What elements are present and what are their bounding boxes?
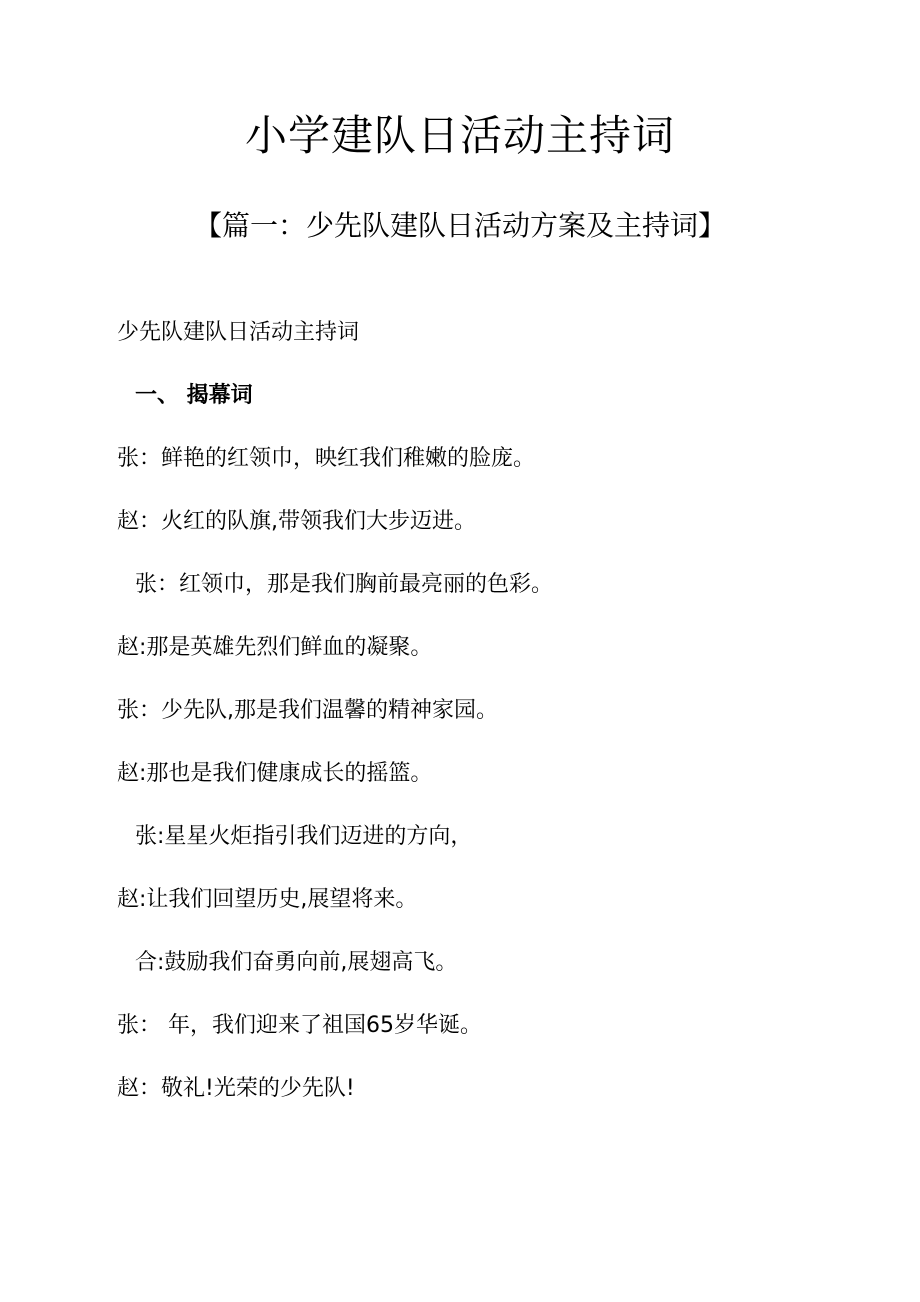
script-line: 张：少先队,那是我们温馨的精神家园。 bbox=[117, 698, 498, 723]
script-line: 张：红领巾，那是我们胸前最亮丽的色彩。 bbox=[135, 572, 554, 597]
script-line: 张:星星火炬指引我们迈进的方向， bbox=[135, 824, 473, 849]
script-line: 赵:那也是我们健康成长的摇篮。 bbox=[117, 761, 433, 786]
script-line: 合:鼓励我们奋勇向前,展翅高飞。 bbox=[135, 950, 458, 975]
script-line: 赵:让我们回望历史,展望将来。 bbox=[117, 887, 418, 912]
part-heading: 一、 揭幕词 bbox=[135, 383, 253, 408]
script-line: 赵:那是英雄先烈们鲜血的凝聚。 bbox=[117, 635, 433, 660]
document-subtitle: 【篇一：少先队建队日活动方案及主持词】 bbox=[193, 209, 726, 242]
script-line: 赵：敬礼!光荣的少先队! bbox=[117, 1076, 355, 1101]
script-line: 赵：火红的队旗,带领我们大步迈进。 bbox=[117, 509, 476, 534]
script-line: 张： 年，我们迎来了祖国65岁华诞。 bbox=[117, 1013, 482, 1038]
section-heading: 少先队建队日活动主持词 bbox=[117, 320, 360, 345]
document-title: 小学建队日活动主持词 bbox=[244, 111, 675, 160]
script-line: 张：鲜艳的红领巾，映红我们稚嫩的脸庞。 bbox=[117, 446, 536, 471]
